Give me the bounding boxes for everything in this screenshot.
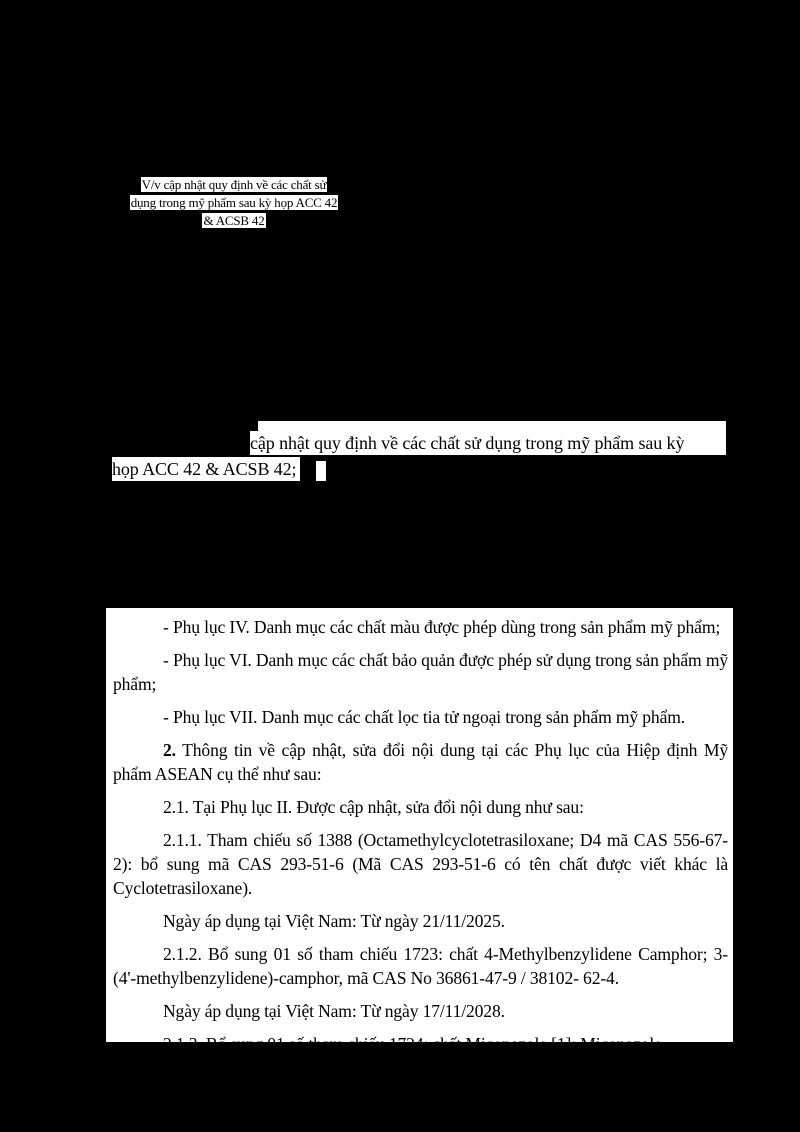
paragraph-2-1-3: 2.1.3. Bổ sung 01 số tham chiếu 1724: chất Miconazole [1]; Miconazole: [163, 1034, 662, 1054]
subject-line-1: V/v cập nhật quy định về các chất sử: [141, 177, 327, 192]
subject-line: [108, 176, 360, 230]
subject-line-2: dụng trong mỹ phẩm sau kỳ họp ACC 42: [130, 195, 338, 210]
fragment-line-2: họp ACC 42 & ACSB 42;: [112, 457, 300, 481]
paragraph-annex-iv: - Phụ lục IV. Danh mục các chất màu được phép dùng trong sản phẩm mỹ phẩm;: [163, 617, 721, 637]
subject-line-3: & ACSB 42: [203, 213, 265, 228]
paragraph-2-1-2: 2.1.2. Bổ sung 01 số tham chiếu 1723: chất 4-Methylbenzylidene Camphor; 3-(4'-methylbenzylidene)-camphor, mã CAS No 36861-47-9 / 38102- 62-4.: [113, 944, 728, 988]
paragraph-section-2: [113, 738, 728, 786]
redaction-edge: [316, 461, 326, 481]
section-number: 2.: [163, 740, 176, 760]
paragraph-2-1: 2.1. Tại Phụ lục II. Được cập nhật, sửa đổi nội dung như sau:: [163, 797, 584, 817]
redaction-edge: [258, 421, 726, 431]
paragraph-date-2: Ngày áp dụng tại Việt Nam: Từ ngày 17/11/2028.: [163, 1001, 505, 1021]
paragraph-annex-vi: - Phụ lục VI. Danh mục các chất bảo quản được phép sử dụng trong sản phẩm mỹ phẩm;: [113, 650, 728, 694]
section-2-text: Thông tin về cập nhật, sửa đổi nội dung tại các Phụ lục của Hiệp định Mỹ phẩm ASEAN cụ thể như sau:: [113, 740, 728, 784]
paragraph-annex-vii: - Phụ lục VII. Danh mục các chất lọc tia tử ngoại trong sản phẩm mỹ phẩm.: [163, 707, 686, 727]
paragraph-date-1: Ngày áp dụng tại Việt Nam: Từ ngày 21/11/2025.: [163, 911, 505, 931]
paragraph-2-1-1: 2.1.1. Tham chiếu số 1388 (Octamethylcyclotetrasiloxane; D4 mã CAS 556-67-2): bổ sung mã CAS 293-51-6 (Mã CAS 293-51-6 có tên chất được viết khác là Cyclotetrasiloxane).: [113, 830, 728, 898]
fragment-line-1: cập nhật quy định về các chất sử dụng trong mỹ phẩm sau kỳ: [250, 431, 726, 455]
document-body: [106, 608, 733, 1054]
